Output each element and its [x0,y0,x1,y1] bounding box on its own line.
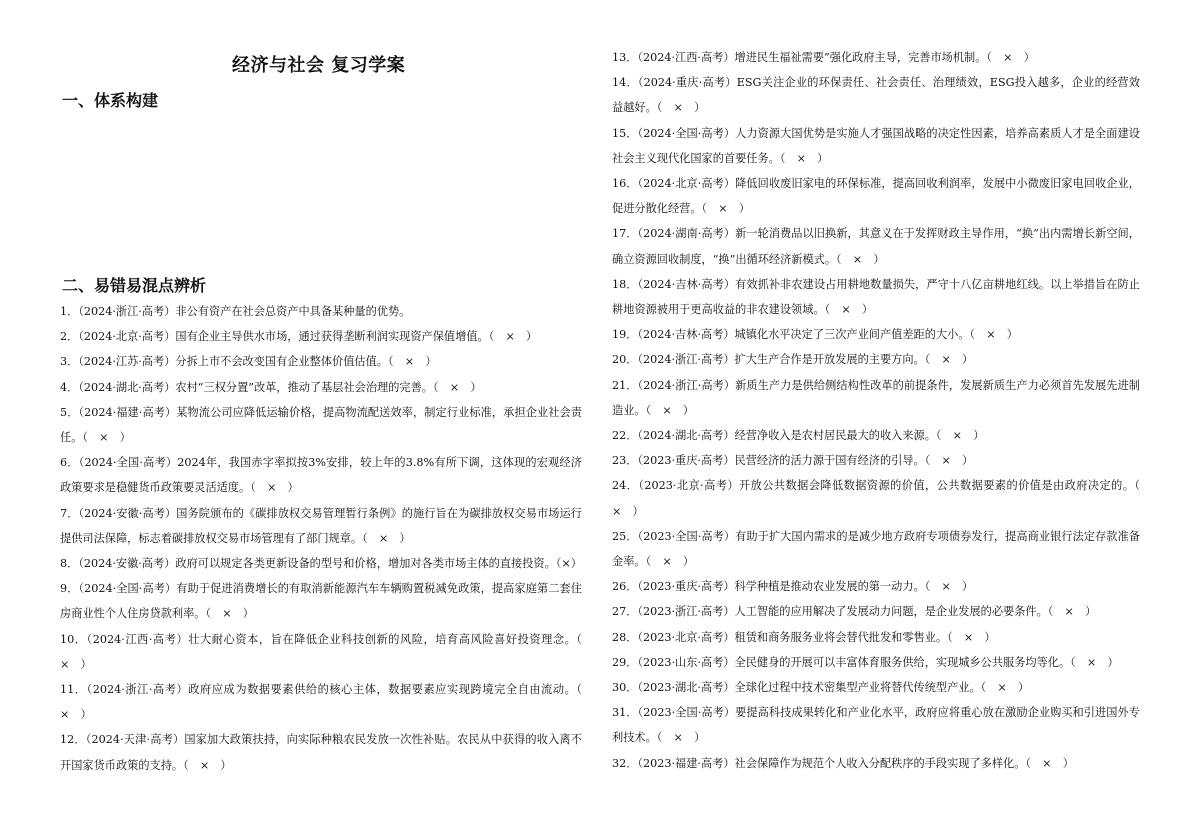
question-item: 32．（2023·福建·高考）社会保障作为规范个人收入分配秩序的手段实现了多样化。（ × ） [612,756,1074,770]
question-item: 26．（2023·重庆·高考）科学种植是推动农业发展的第一动力。（ × ） [612,580,974,594]
document-title: 经济与社会 复习学案 [232,55,406,76]
question-item: 12．（2024·天津·高考）国家加大政策扶持，向实际种粮农民发放一次性补贴。农民从中获得的收入离不开国家货币政策的支持。（ × ） [60,733,582,772]
question-item: 22．（2024·湖北·高考）经营净收入是农村居民最大的收入来源。（ × ） [612,429,985,443]
question-item: 31．（2023·全国·高考）要提高科技成果转化和产业化水平，政府应将重心放在激励企业购买和引进国外专利技术。（ × ） [612,706,1140,745]
section-heading-system-construction: 一、体系构建 [62,91,159,110]
question-item: 1．（2024·浙江·高考）非公有资产在社会总资产中具备某种量的优势。 [60,305,411,318]
section-heading-error-analysis: 二、易错易混点辨析 [62,276,207,295]
question-item: 11．（2024·浙江·高考）政府应成为数据要素供给的核心主体，数据要素应实现跨境完全自由流动。（ × ） [60,683,594,722]
question-item: 6．（2024·全国·高考）2024年，我国赤字率拟按3%安排，较上年的3.8%有所下调，这体现的宏观经济政策要求是稳健货币政策要灵活适度。（ × ） [60,456,582,495]
question-item: 27．（2023·浙江·高考）人工智能的应用解决了发展动力问题，是企业发展的必要条件。（ × ） [612,605,1097,619]
question-item: 16．（2024·北京·高考）降低回收废旧家电的环保标准，提高回收利润率，发展中小微废旧家电回收企业，促进分散化经营。（ × ） [612,177,1140,216]
question-item: 8．（2024·安徽·高考）政府可以规定各类更新设备的型号和价格，增加对各类市场主体的直接投资。（×） [60,557,582,571]
question-item: 18．（2024·吉林·高考）有效抓补非农建设占用耕地数量损失，严守十八亿亩耕地红线。以上举措旨在防止耕地资源被用于更高收益的非农建设领域。（ × ） [612,277,1140,317]
question-item: 14．（2024·重庆·高考）ESG关注企业的环保责任、社会责任、治理绩效，ESG投入越多，企业的经营效益越好。（ × ） [612,76,1140,115]
question-item: 7．（2024·安徽·高考）国务院颁布的《碳排放权交易管理暂行条例》的施行旨在为碳排放权交易市场运行提供司法保障，标志着碳排放权交易市场管理有了部门规章。（ × ） [60,506,582,545]
question-list-right [612,45,1152,776]
question-item: 29．（2023·山东·高考）全民健身的开展可以丰富体育服务供给，实现城乡公共服务均等化。（ × ） [612,655,1119,669]
question-item: 2．（2024·北京·高考）国有企业主导供水市场，通过获得垄断利润实现资产保值增值。（ × ） [60,330,538,344]
question-item: 30．（2023·湖北·高考）全球化过程中技术密集型产业将替代传统型产业。（ × ） [612,681,1030,695]
question-item: 13．（2024·江西·高考）增进民生福祉需要”强化政府主导，完善市场机制。（ × ） [612,51,1035,64]
question-list-left [60,299,594,778]
question-item: 3．（2024·江苏·高考）分拆上市不会改变国有企业整体价值估值。（ × ） [60,355,437,369]
question-item: 5．（2024·福建·高考）某物流公司应降低运输价格，提高物流配送效率，制定行业标准，承担企业社会责任。（ × ） [60,405,582,445]
question-item: 9．（2024·全国·高考）有助于促进消费增长的有取消新能源汽车车辆购置税减免政策，提高家庭第二套住房商业性个人住房贷款利率。（ × ） [60,582,582,621]
question-item: 19．（2024·吉林·高考）城镇化水平决定了三次产业间产值差距的大小。（ × ） [612,328,1018,342]
question-item: 4．（2024·湖北·高考）农村“三权分置”改革，推动了基层社会治理的完善。（ × ） [60,380,482,394]
question-item: 20．（2024·浙江·高考）扩大生产合作是开放发展的主要方向。（ × ） [612,353,974,367]
question-item: 10．（2024·江西·高考）壮大耐心资本，旨在降低企业科技创新的风险，培育高风险喜好投资理念。（ × ） [60,632,594,671]
question-item: 15．（2024·全国·高考）人力资源大国优势是实施人才强国战略的决定性因素，培养高素质人才是全面建设社会主义现代化国家的首要任务。（ × ） [612,126,1140,165]
question-item: 24．（2023·北京·高考）开放公共数据会降低数据资源的价值，公共数据要素的价值是由政府决定的。（ × ） [612,479,1152,518]
question-item: 25．（2023·全国·高考）有助于扩大国内需求的是减少地方政府专项债券发行，提高商业银行法定存款准备金率。（ × ） [612,529,1140,569]
question-item: 23．（2023·重庆·高考）民营经济的活力源于国有经济的引导。（ × ） [612,454,974,468]
question-item: 17．（2024·湖南·高考）新一轮消费品以旧换新，其意义在于发挥财政主导作用，“换”出内需增长新空间，确立资源回收制度，“换”出循环经济新模式。（ × ） [612,227,1140,266]
question-item: 28．（2023·北京·高考）租赁和商务服务业将会替代批发和零售业。（ × ） [612,630,996,644]
question-item: 21．（2024·浙江·高考）新质生产力是供给侧结构性改革的前提条件，发展新质生产力必须首先发展先进制造业。（ × ） [612,378,1140,417]
